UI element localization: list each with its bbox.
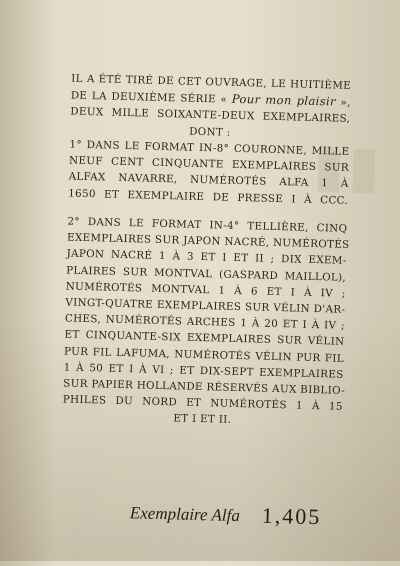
item1-line: ALFAX NAVARRE, NUMÉROTÉS ALFA 1 À [68, 170, 349, 191]
intro-line: DONT : [189, 125, 231, 139]
item2-line: ET I ET II. [173, 412, 232, 427]
item2-line: ET CINQUANTE-SIX EXEMPLAIRES SUR VÉLIN [64, 328, 345, 349]
item2-line: 1 À 50 ET I À VI ; ET DIX-SEPT EXEMPLAIRES [63, 361, 344, 381]
item2-line: CHES, NUMÉROTÉS ARCHES 1 À 20 ET I À IV ; [64, 312, 346, 333]
intro-line: DE LA DEUXIÈME SÉRIE « Pour mon plaisir », [70, 89, 351, 110]
item2-line: SUR PAPIER HOLLANDE RÉSERVÉS AUX BIBLIO- [63, 377, 346, 397]
item2-line: EXEMPLAIRES SUR JAPON NACRÉ, NUMÉROTÉS [66, 231, 350, 252]
item2-line: NUMÉROTÉS MONTVAL 1 À 6 ET I À IV ; [65, 280, 346, 300]
series-title: Pour mon plaisir [231, 91, 336, 109]
copy-number: 1,405 [261, 502, 322, 530]
item2-line: VINGT-QUATRE EXEMPLAIRES SUR VÉLIN D'AR- [65, 296, 346, 316]
item1-line: NEUF CENT CINQUANTE EXEMPLAIRES SUR [68, 154, 350, 175]
item2-line: PHILES DU NORD ET NUMÉROTÉS 1 À 15 [62, 393, 343, 414]
show-through-ghost-print: ▮▮ [312, 132, 384, 200]
item2-line: 2° DANS LE FORMAT IN-4° TELLIÈRE, CINQ [67, 215, 348, 235]
item1-line: 1650 ET EXEMPLAIRE DE PRESSE I À CCC. [68, 187, 349, 207]
item2-line: PUR FIL LAFUMA, NUMÉROTÉS VÉLIN PUR FIL [63, 345, 345, 365]
intro-line: DEUX MILLE SOIXANTE-DEUX EXEMPLAIRES, [70, 105, 351, 126]
item2-line: PLAIRES SUR MONTVAL (GASPARD MAILLOL), [66, 264, 347, 284]
copy-label: Exemplaire Alfa [129, 503, 241, 526]
edition-item-1 [68, 137, 350, 209]
intro-paragraph [70, 71, 352, 144]
copy-number-colophon [130, 498, 351, 532]
edition-item-2 [62, 214, 350, 432]
item1-line: 1° DANS LE FORMAT IN-8° COURONNE, MILLE [69, 138, 350, 158]
intro-line: IL A ÉTÉ TIRÉ DE CET OUVRAGE, LE HUITIÈME [71, 72, 352, 92]
item2-line: JAPON NACRÉ 1 À 3 ET I ET II ; DIX EXEM- [66, 247, 347, 268]
